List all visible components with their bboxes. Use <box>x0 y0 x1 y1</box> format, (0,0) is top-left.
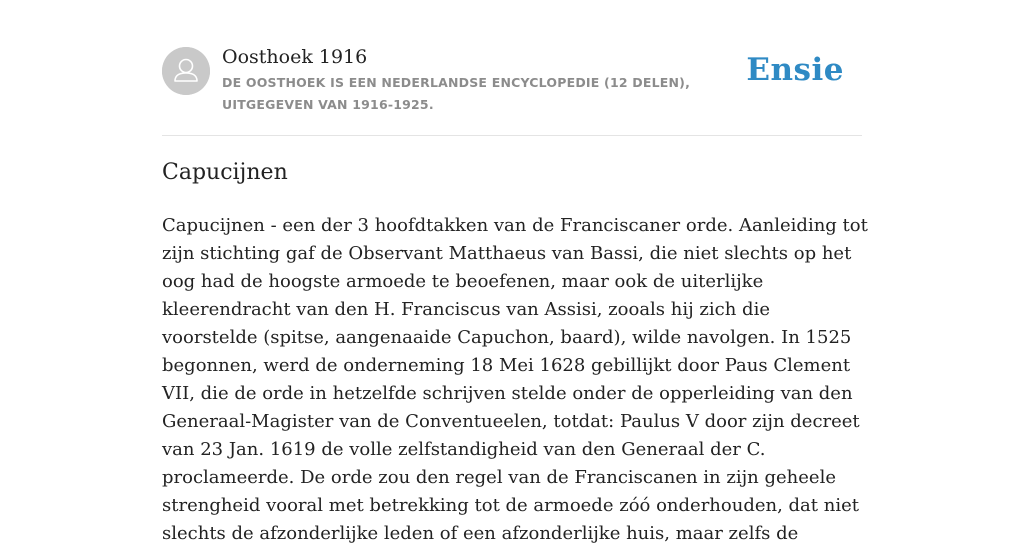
source-description: DE OOSTHOEK IS EEN NEDERLANDSE ENCYCLOPEDIE (12 DELEN), UITGEGEVEN VAN 1916-1925. <box>222 75 691 112</box>
source-header <box>162 44 862 124</box>
entry-body: Capucijnen - een der 3 hoofdtakken van de Franciscaner orde. Aanleiding tot zijn stichting gaf de Observant Matthaeus van Bassi, die niet slechts op het oog had de hoogste armoede te beoefenen, maar ook de uiterlijke kleerendracht van den H. Franciscus van Assisi, zooals hij zich die voorstelde (spitse, aangenaaide Capuchon, baard), wilde navolgen. In 1525 begonnen, werd de onderneming 18 Mei 1628 gebillijkt door Paus Clement VII, die de orde in hetzelfde schrijven stelde onder de opperleiding van den Generaal-Magister van de Conventueelen, totdat: Paulus V door zijn decreet van 23 Jan. 1619 de volle zelfstandigheid van den Generaal der C. proclameerde. De orde zou den regel van de Franciscanen in zijn geheele strengheid vooral met betrekking tot de armoede zóó onderhouden, dat niet slechts de afzonderlijke leden of een afzonderlijke huis, maar zelfs de <box>162 215 868 544</box>
source-title[interactable]: Oosthoek 1916 <box>222 46 368 68</box>
entry-title: Capucijnen <box>162 160 288 185</box>
ensie-logo[interactable]: Ensie <box>746 52 844 88</box>
header-divider <box>162 135 862 136</box>
user-silhouette-icon <box>162 47 210 95</box>
avatar-graphic <box>162 47 210 95</box>
